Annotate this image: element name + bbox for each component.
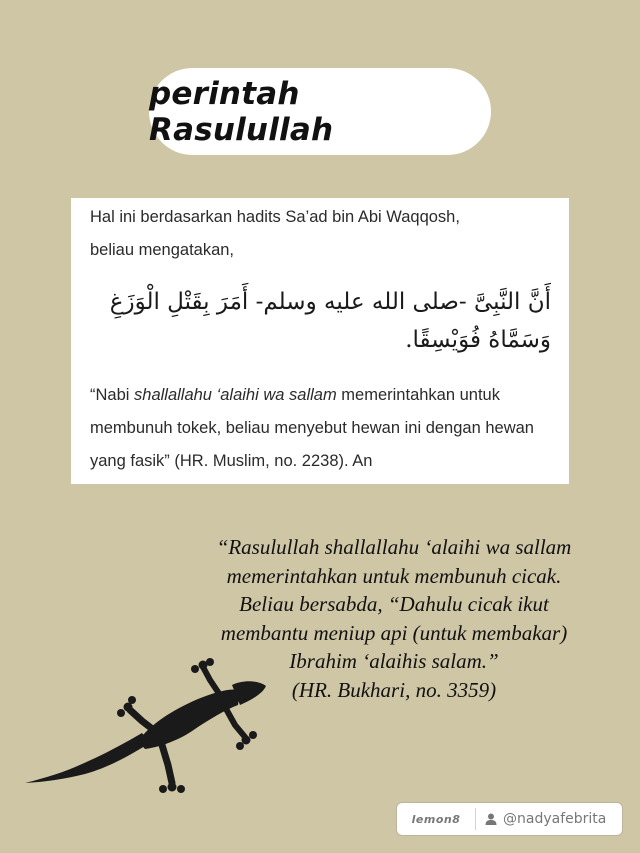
translation-emphasis: shallallahu ‘alaihi wa sallam — [134, 386, 337, 404]
excerpt-intro-line-1: Hal ini berdasarkan hadits Sa’ad bin Abi Waqqosh, — [90, 208, 460, 226]
hadith-line-5: Ibrahim ‘alaihis salam.” — [289, 649, 499, 673]
title-pill — [149, 68, 491, 155]
excerpt-translation — [90, 379, 551, 478]
translation-prefix: “Nabi — [90, 386, 135, 404]
lemon8-logo: lemon8 — [411, 812, 461, 826]
excerpt-intro-line-2: beliau mengatakan, — [90, 241, 235, 259]
hadith-line-2: memerintahkan untuk membunuh cicak. — [226, 563, 562, 588]
hadith-line-1: “Rasulullah shallallahu ‘alaihi wa sallam — [216, 535, 572, 559]
hadith-line-3: Beliau bersabda, “Dahulu cicak ikut — [239, 592, 549, 616]
page-title: perintah Rasulullah — [149, 75, 334, 148]
arabic-hadith-text: أَنَّ النَّبِىَّ -صلى الله عليه وسلم- أَمَرَ بِقَتْلِ الْوَزَغِ وَسَمَّاهُ فُوَيْسِقًا. — [109, 289, 551, 353]
excerpt-intro — [90, 201, 551, 267]
translation-suffix: memerintahkan untuk membunuh tokek, beliau menyebut hewan ini dengan hewan yang fasik” (HR. Muslim, no. 2238). An — [90, 386, 534, 470]
watermark-user — [476, 811, 606, 827]
article-excerpt — [71, 198, 569, 484]
hadith-citation: (HR. Bukhari, no. 3359) — [291, 677, 497, 702]
watermark — [396, 802, 623, 836]
gecko-icon — [20, 655, 270, 805]
hadith-line-4: membantu meniup api (untuk membakar) — [220, 620, 568, 645]
watermark-handle: @nadyafebrita — [503, 811, 607, 827]
user-icon — [484, 812, 498, 826]
